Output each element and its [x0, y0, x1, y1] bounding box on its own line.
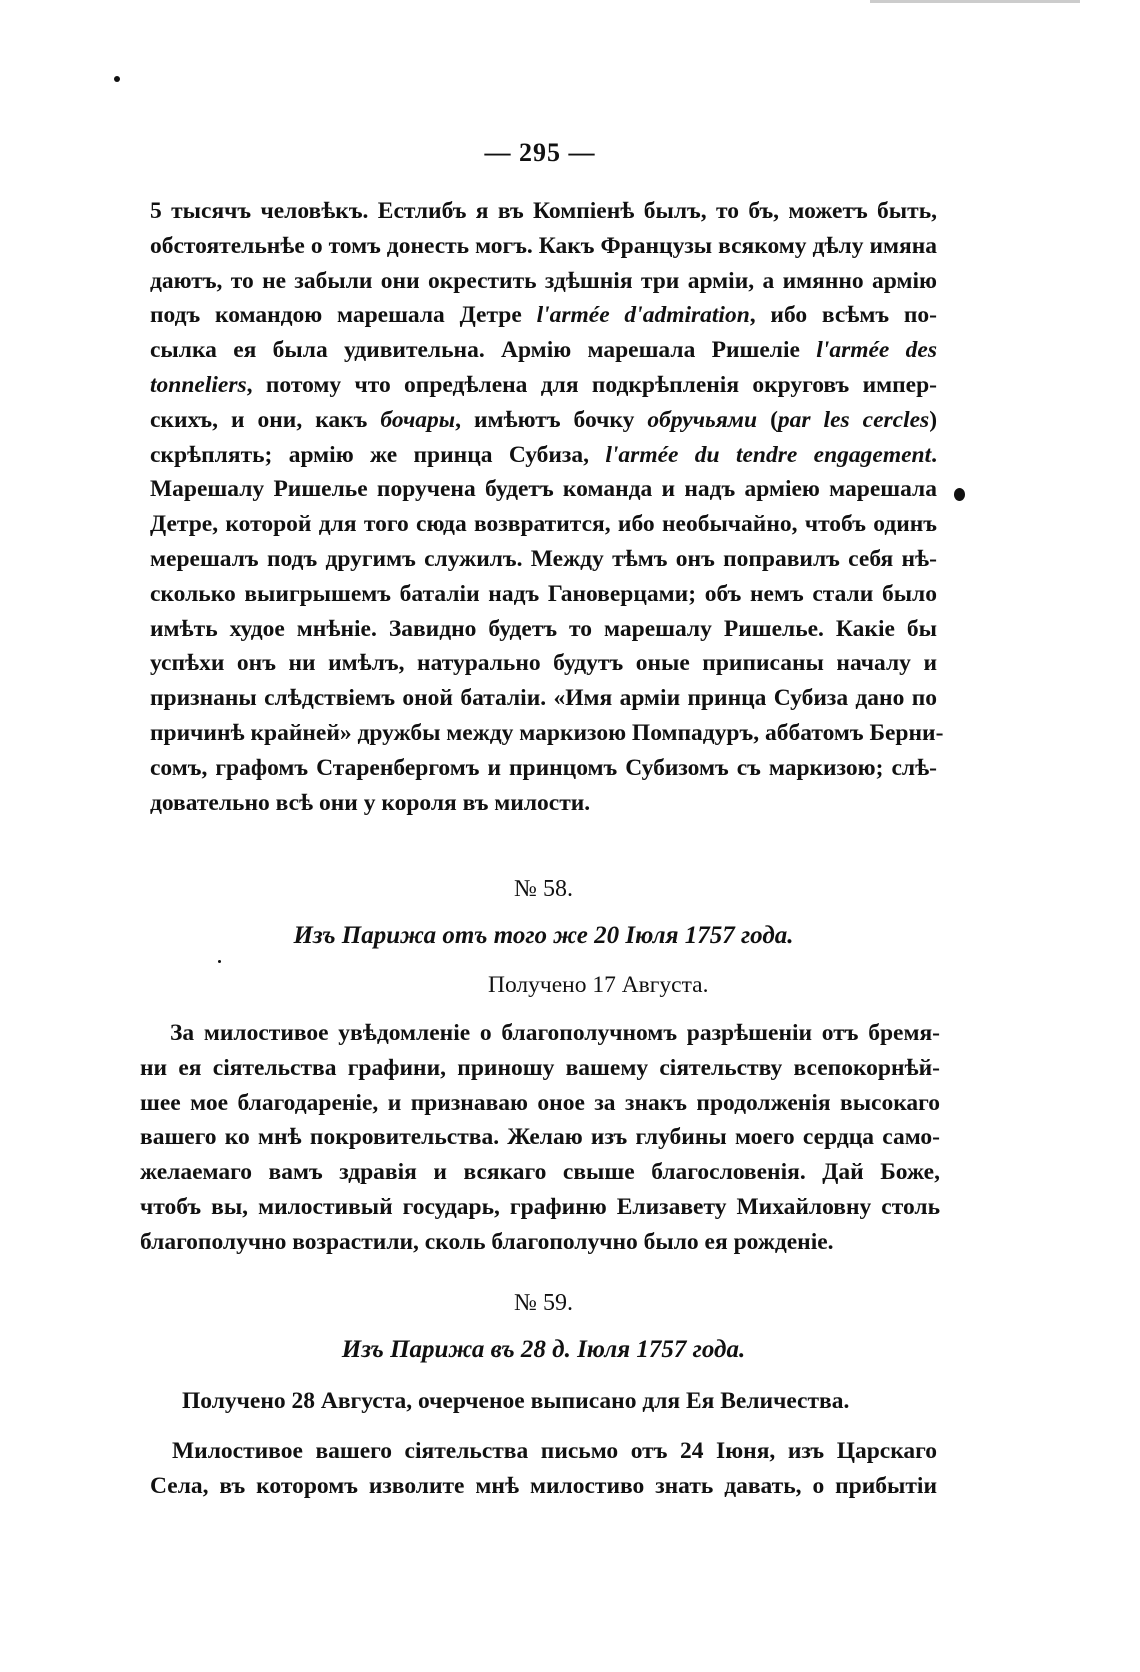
text-fragment: сылка ея была удивительна. Армію марешала Ришеліе	[150, 337, 800, 364]
letter-body-59	[150, 1434, 937, 1504]
text-fragment: , имѣютъ бочку	[455, 406, 635, 433]
text-line	[150, 438, 937, 473]
french-phrase: tonneliers	[150, 371, 247, 398]
text-line: шее мое благодареніе, и признаваю оное за знакъ продолженія высокаго	[140, 1089, 940, 1116]
text-line: сомъ, графомъ Старенбергомъ и принцомъ Субизомъ съ маркизою; слѣ-	[150, 754, 937, 781]
text-line	[150, 333, 937, 368]
text-line: довательно всѣ они у короля въ милости.	[150, 789, 591, 816]
scan-speck	[114, 76, 120, 82]
text-fragment: , ибо всѣмъ по-	[749, 302, 937, 329]
scan-speck	[954, 488, 965, 501]
text-fragment: скрѣплять; армію же принца Субиза,	[150, 441, 590, 468]
text-line: ни ея сіятельства графини, приношу вашему сіятельству всепокорнѣй-	[140, 1054, 940, 1081]
text-line: За милостивое увѣдомленіе о благополучномъ разрѣшеніи отъ бремя-	[170, 1020, 940, 1046]
text-fragment: подъ командою марешала Детре	[150, 302, 522, 329]
received-date-58: Получено 17 Августа.	[488, 972, 709, 998]
text-line: 5 тысячъ человѣкъ. Естлибъ я въ Компіенѣ былъ, то бъ, можетъ быть,	[150, 198, 937, 224]
scan-speck	[218, 960, 221, 963]
text-line	[150, 368, 937, 403]
text-line: вашего ко мнѣ покровительства. Желаю изъ глубины моего сердца само-	[140, 1124, 940, 1151]
text-line: сколько выигрышемъ баталіи надъ Гановерцами; объ немъ стали было	[150, 580, 937, 607]
text-fragment: )	[929, 406, 938, 433]
letter-body-58	[140, 1016, 940, 1260]
text-line: признаны слѣдствіемъ оной баталіи. «Имя арміи принца Субиза дано по	[150, 685, 937, 712]
text-line	[150, 298, 937, 333]
letter-origin-59: Изъ Парижа въ 28 д. Іюля 1757 года.	[341, 1336, 746, 1363]
french-phrase: l'armée des	[816, 337, 937, 364]
text-line: успѣхи онъ ни имѣлъ, натурально будутъ оные приписаны началу и	[150, 650, 937, 677]
italic-word: обручьями	[647, 406, 758, 433]
french-phrase: l'armée d'admiration	[536, 302, 750, 329]
text-fragment: (	[770, 406, 778, 433]
text-line: желаемаго вамъ здравія и всякаго свыше благословенія. Дай Боже,	[140, 1159, 940, 1186]
text-fragment: .	[931, 441, 937, 468]
text-line: причинѣ крайней» дружбы между маркизою Помпадуръ, аббатомъ Берни-	[150, 719, 944, 746]
text-line: обстоятельнѣе о томъ донесть могъ. Какъ Французы всякому дѣлу имяна	[150, 232, 937, 259]
received-date-59: Получено 28 Августа, очерченое выписано для Ея Величества.	[182, 1388, 850, 1414]
text-line: Села, въ которомъ изволите мнѣ милостиво знать давать, о прибытіи	[150, 1472, 937, 1499]
text-line: чтобъ вы, милостивый государь, графиню Елизавету Михайловну столь	[140, 1193, 940, 1220]
text-line: благополучно возрастили, сколь благополучно было ея рожденіе.	[140, 1228, 834, 1255]
french-phrase: l'armée du tendre engagement	[605, 441, 932, 468]
text-line: мерешалъ подъ другимъ служилъ. Между тѣмъ онъ поправилъ себя нѣ-	[150, 545, 937, 572]
letter-number-59: № 59.	[514, 1290, 573, 1316]
text-line: Детре, которой для того сюда возвратится, ибо необычайно, чтобъ одинъ	[150, 511, 937, 538]
text-line	[150, 403, 937, 438]
italic-word: бочары	[380, 406, 456, 433]
text-line: имѣть худое мнѣніе. Завидно будетъ то марешалу Ришелье. Какіе бы	[150, 615, 937, 642]
page-number: — 295 —	[484, 138, 596, 167]
text-line: Милостивое вашего сіятельства письмо отъ 24 Іюня, изъ Царскаго	[172, 1438, 937, 1464]
text-fragment: скихъ, и они, какъ	[150, 406, 368, 433]
text-fragment: , потому что опредѣлена для подкрѣпленія округовъ импер-	[246, 371, 937, 398]
scan-edge-line	[870, 0, 1080, 3]
text-line: Марешалу Ришелье поручена будетъ команда и надъ арміею марешала	[150, 476, 937, 503]
text-line: даютъ, то не забыли они окрестить здѣшнія три арміи, а имянно армію	[150, 267, 937, 294]
letter-number-58: № 58.	[514, 876, 573, 902]
french-phrase: par les cercles	[777, 406, 930, 433]
letter-origin-58: Изъ Парижа отъ того же 20 Іюля 1757 года.	[293, 922, 794, 949]
paragraph-continuation	[150, 194, 944, 820]
